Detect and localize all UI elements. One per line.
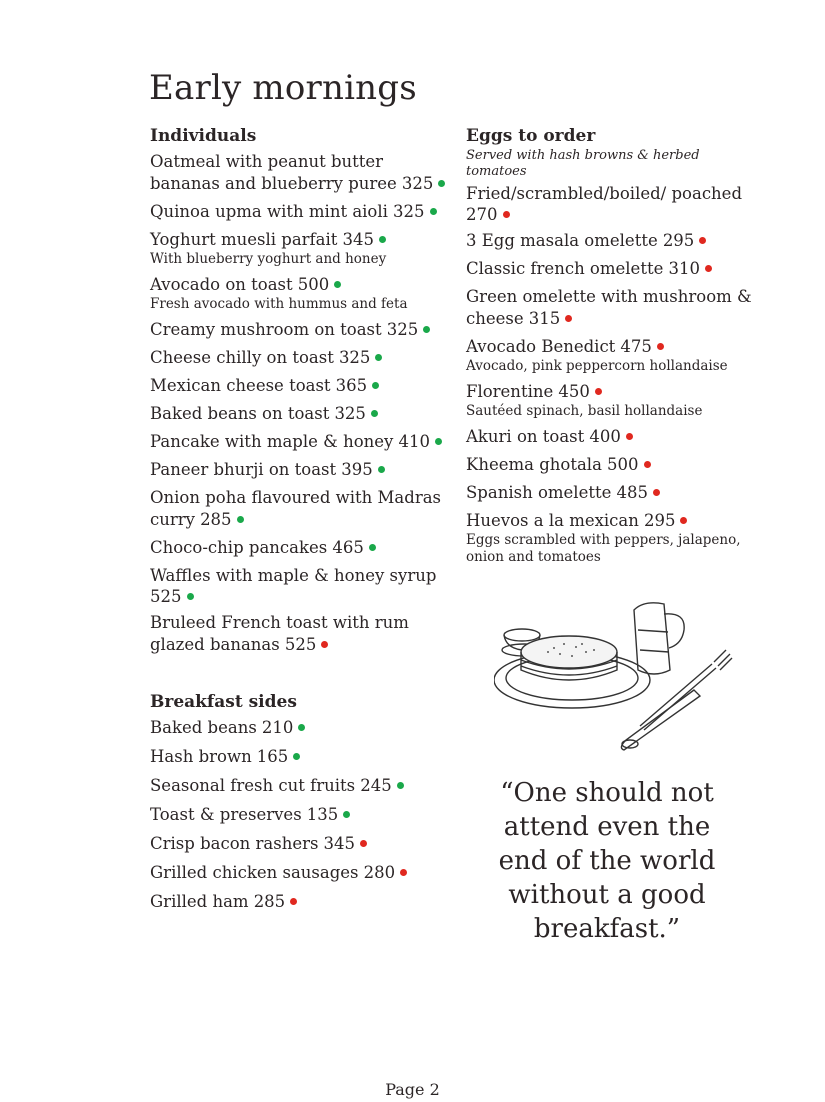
veg-dot-icon	[343, 811, 350, 818]
menu-item	[150, 229, 450, 268]
menu-item-name: Waffles with maple & honey syrup	[150, 566, 437, 585]
menu-item	[150, 746, 450, 768]
menu-item-name: Huevos a la mexican	[466, 511, 639, 530]
left-column	[150, 124, 450, 920]
menu-item-name: Baked beans on toast	[150, 404, 330, 423]
menu-item-price: 325	[401, 174, 434, 193]
menu-item-name: Fried/scrambled/boiled/ poached	[466, 184, 743, 203]
non-veg-dot-icon	[705, 265, 712, 272]
menu-item-price: 400	[589, 427, 621, 446]
menu-item-name: Avocado Benedict	[466, 337, 616, 356]
veg-dot-icon	[430, 208, 437, 215]
veg-dot-icon	[334, 281, 341, 288]
menu-item-price: 285	[200, 510, 232, 529]
menu-item-name: Kheema ghotala	[466, 455, 602, 474]
menu-item	[466, 336, 756, 375]
menu-item	[150, 565, 450, 606]
menu-item-price: 280	[363, 863, 396, 882]
non-veg-dot-icon	[626, 433, 633, 440]
menu-item	[150, 537, 450, 559]
menu-item-name: Crisp bacon rashers	[150, 834, 319, 853]
menu-item	[466, 381, 756, 420]
menu-item-price: 315	[528, 309, 561, 328]
eggs-list	[466, 183, 756, 566]
menu-item	[150, 459, 450, 481]
menu-item	[150, 775, 450, 797]
menu-item-price: 365	[335, 376, 368, 395]
menu-item	[150, 862, 450, 884]
menu-item-price: 485	[616, 483, 648, 502]
menu-item	[150, 201, 450, 223]
menu-item-name: Oatmeal with peanut butter bananas and blueberry puree	[150, 152, 397, 193]
menu-item	[150, 717, 450, 739]
menu-item-price: 475	[620, 337, 652, 356]
menu-item-name: Spanish omelette	[466, 483, 612, 502]
non-veg-dot-icon	[657, 343, 664, 350]
menu-item-price: 395	[341, 460, 373, 479]
menu-item-name: Avocado on toast	[150, 275, 293, 294]
veg-dot-icon	[237, 516, 244, 523]
menu-item-price: 210	[261, 718, 294, 737]
menu-item-price: 500	[607, 455, 639, 474]
non-veg-dot-icon	[290, 898, 297, 905]
eggs-subheading: Served with hash browns & herbed tomatoes	[466, 148, 700, 179]
menu-item	[466, 258, 756, 280]
menu-item	[150, 431, 450, 453]
breakfast-sides-section	[150, 690, 450, 913]
menu-item-name: Creamy mushroom on toast	[150, 320, 382, 339]
non-veg-dot-icon	[400, 869, 407, 876]
menu-item	[150, 403, 450, 425]
menu-item-name: Cheese chilly on toast	[150, 348, 334, 367]
page-number: Page 2	[385, 1080, 440, 1099]
menu-item-name: Bruleed French toast with rum glazed bananas	[150, 613, 409, 654]
menu-item	[150, 151, 450, 195]
menu-item-price: 525	[284, 635, 317, 654]
pancake-breakfast-illustration	[494, 590, 734, 764]
menu-item-price: 325	[386, 320, 419, 339]
breakfast-sides-list	[150, 717, 450, 913]
veg-dot-icon	[293, 753, 300, 760]
veg-dot-icon	[369, 544, 376, 551]
menu-item-price: 310	[668, 259, 700, 278]
menu-item	[150, 347, 450, 369]
menu-item	[150, 804, 450, 826]
menu-item	[466, 482, 756, 504]
menu-item-name: Grilled ham	[150, 892, 249, 911]
menu-item-name: Green omelette with mushroom & cheese	[466, 287, 752, 328]
menu-item-name: Pancake with maple & honey	[150, 432, 394, 451]
eggs-heading: Eggs to order	[466, 126, 596, 146]
non-veg-dot-icon	[360, 840, 367, 847]
menu-item-price: 525	[150, 587, 182, 606]
menu-item-price: 270	[466, 205, 498, 224]
menu-item-price: 295	[662, 231, 695, 250]
menu-item-price: 325	[338, 348, 371, 367]
menu-item-price: 500	[297, 275, 330, 294]
menu-item-name: Onion poha flavoured with Madras curry	[150, 488, 442, 529]
breakfast-quote: “One should not attend even the end of the world without a good breakfast.”	[498, 778, 716, 944]
veg-dot-icon	[298, 724, 305, 731]
menu-item	[466, 286, 756, 330]
veg-dot-icon	[378, 466, 385, 473]
menu-item	[466, 426, 756, 448]
menu-item	[150, 375, 450, 397]
menu-item	[150, 612, 450, 656]
menu-item-name: Seasonal fresh cut fruits	[150, 776, 356, 795]
menu-item-name: Quinoa upma with mint aioli	[150, 202, 388, 221]
menu-item-name: Grilled chicken sausages	[150, 863, 359, 882]
breakfast-sides-heading: Breakfast sides	[150, 692, 297, 712]
menu-item-description: Fresh avocado with hummus and feta	[150, 296, 408, 312]
menu-item	[466, 230, 756, 252]
menu-item-price: 450	[558, 382, 590, 401]
individuals-heading: Individuals	[150, 126, 257, 146]
menu-item-price: 245	[360, 776, 392, 795]
veg-dot-icon	[375, 354, 382, 361]
non-veg-dot-icon	[503, 211, 510, 218]
menu-item-price: 410	[398, 432, 430, 451]
menu-item-description: With blueberry yoghurt and honey	[150, 251, 387, 267]
veg-dot-icon	[371, 410, 378, 417]
menu-item-price: 345	[323, 834, 356, 853]
veg-dot-icon	[397, 782, 404, 789]
menu-item	[150, 274, 450, 313]
page-title: Early mornings	[149, 68, 417, 108]
menu-item	[150, 319, 450, 341]
non-veg-dot-icon	[699, 237, 706, 244]
menu-item-price: 285	[253, 892, 286, 911]
menu-item-name: Toast & preserves	[150, 805, 302, 824]
menu-item	[150, 487, 450, 531]
veg-dot-icon	[187, 593, 194, 600]
menu-item	[466, 454, 756, 476]
menu-item-name: Choco-chip pancakes	[150, 538, 328, 557]
menu-item-name: Mexican cheese toast	[150, 376, 331, 395]
non-veg-dot-icon	[680, 517, 687, 524]
non-veg-dot-icon	[595, 388, 602, 395]
menu-item-name: Classic french omelette	[466, 259, 664, 278]
menu-item-description: Avocado, pink peppercorn hollandaise	[466, 358, 728, 374]
menu-item-description: Sautéed spinach, basil hollandaise	[466, 403, 703, 419]
menu-item-price: 345	[342, 230, 375, 249]
veg-dot-icon	[372, 382, 379, 389]
menu-item-price: 465	[332, 538, 364, 557]
non-veg-dot-icon	[644, 461, 651, 468]
menu-item-price: 325	[334, 404, 366, 423]
menu-item-price: 135	[306, 805, 339, 824]
menu-item-name: Florentine	[466, 382, 554, 401]
veg-dot-icon	[435, 438, 442, 445]
right-column	[466, 124, 756, 572]
menu-item-name: Akuri on toast	[466, 427, 585, 446]
menu-item	[150, 891, 450, 913]
veg-dot-icon	[438, 180, 445, 187]
menu-item	[466, 510, 756, 566]
menu-item-price: 325	[393, 202, 425, 221]
veg-dot-icon	[379, 236, 386, 243]
non-veg-dot-icon	[653, 489, 660, 496]
individuals-section	[150, 124, 450, 656]
menu-item-name: Paneer bhurji on toast	[150, 460, 337, 479]
menu-item	[150, 833, 450, 855]
veg-dot-icon	[423, 326, 430, 333]
menu-item-name: Baked beans	[150, 718, 257, 737]
menu-item-price: 165	[256, 747, 289, 766]
menu-item-name: Hash brown	[150, 747, 252, 766]
eggs-section	[466, 124, 756, 566]
individuals-list	[150, 151, 450, 656]
non-veg-dot-icon	[321, 641, 328, 648]
non-veg-dot-icon	[565, 315, 572, 322]
menu-item-name: Yoghurt muesli parfait	[150, 230, 338, 249]
menu-item-price: 295	[643, 511, 676, 530]
menu-item-name: 3 Egg masala omelette	[466, 231, 658, 250]
menu-item	[466, 183, 756, 224]
menu-item-description: Eggs scrambled with peppers, jalapeno, onion and tomatoes	[466, 532, 741, 565]
